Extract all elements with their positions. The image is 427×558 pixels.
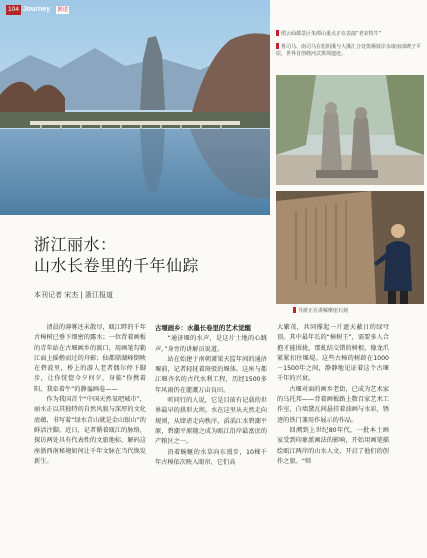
article-title-line1: 浙江丽水： xyxy=(34,235,117,254)
caption-top-text: 缙云仙都景区朱潭山重点正在表演“老农牧牛” xyxy=(281,31,382,37)
paragraph: 听同行的人说，它是目前有记载的世界最早的拱形大坝。水在这里从天然走向规则，从肆虐走向秩序，滔滔江水碧潮平原，碧潮平原随之成为瓯江沿岸最富庶的产粮区之一。 xyxy=(155,397,267,446)
caption-top xyxy=(276,30,424,38)
paragraph: 清晨的薄雾还未散尽，瓯江畔的千年古樟树已垂下细密的露水；一位背着画板的青年站在古堰画乡的渡口，用画笔勾勒江面上摇橹而过的舟影；仙都鼎湖峰倒映在碧波里，桥上的游人老者偶尔停下脚步，让你恍惚今夕何夕，身临“你携着阳，我牵着牛”的静谧画卷—— xyxy=(34,324,146,393)
statue-photo xyxy=(276,75,424,185)
section-label: 旅途 xyxy=(57,7,69,13)
paragraph: 大繁茂，共同撑起一片遮天蔽日的绿穹顶。其中最年长的“樟树王”，需要多人合抱才能围拢，那虬结交错的树根，像龙爪紧紧扣住堰堤。这些古樟的树龄在1000－1500年之间，静静地见证着这个古堰千年的兴衰。 xyxy=(277,324,389,383)
paragraph: “通济堰的水声，是这片土地的心跳声。”身旁的讲解员说道。 xyxy=(155,335,267,353)
paragraph: 站在始建于南朝萧梁天监年间的通济堰前，记者轻抚着斑驳的堰体。这座与都江堰齐名的古代水利工程，历经1500多年风雨仍在灌溉万亩良田。 xyxy=(155,355,267,394)
text-column-3 xyxy=(277,323,389,467)
page-header xyxy=(6,4,69,16)
page-number: 104 xyxy=(8,6,19,13)
section-subheading: 古堰画乡：水墨长卷里的艺术觉醒 xyxy=(155,324,251,332)
main-landscape-photo xyxy=(0,0,270,215)
paragraph: 沿着蜿蜒的水草向东漫步，10棵千年古樟依次映入眼帘，它们高 xyxy=(155,448,267,466)
text-column-2 xyxy=(155,323,267,468)
caption-statue xyxy=(276,43,424,58)
article-title-line2: 山水长卷里的千年仙踪 xyxy=(34,256,200,275)
caption-marker xyxy=(293,307,296,313)
byline: 本刊记者 宋杰 | 浙江报道 xyxy=(34,291,114,299)
paragraph: 古堰对面的画乡老街，已成为艺术家的乌托邦——背着画板路上数百家艺术工作室，白墙黛瓦间悬挂着油画与水彩，锈迹的铁门兼用作展示的作品。 xyxy=(277,385,389,424)
text-column-1 xyxy=(34,323,146,467)
caption-statue-text: 鲁司马、南司马在松阴溪与大溪汇合处筑堰驳岸永康南部碶子平原，世界首创绕河式拱坝遗迹。 xyxy=(276,44,422,57)
paragraph: 作为我国首个“中国天然氧吧城市”，丽水正以其独特的自然风貌与深厚的文化底蕴，书写着“绿水青山就是金山银山”的鲜活注脚。近日，记者循着瓯江的脉络，探访两处具有代表性的文旅地标，解码这座浙西南秘境如何让千年文脉在当代焕发新生。 xyxy=(34,396,146,465)
caption-marker xyxy=(276,30,279,36)
stone-inscription-photo xyxy=(276,191,424,304)
magazine-name: Journey xyxy=(22,6,51,13)
paragraph: 回溯到上世纪80年代，一批本土画家受到印象派画法的影响，开始用画笔描绘瓯江两岸的山水人文，开启了他们的创作之旅。“师 xyxy=(277,426,389,465)
caption-guide xyxy=(293,307,423,315)
caption-guide-text: 导游正在讲解摩崖石刻 xyxy=(298,308,349,314)
caption-marker xyxy=(276,43,279,49)
